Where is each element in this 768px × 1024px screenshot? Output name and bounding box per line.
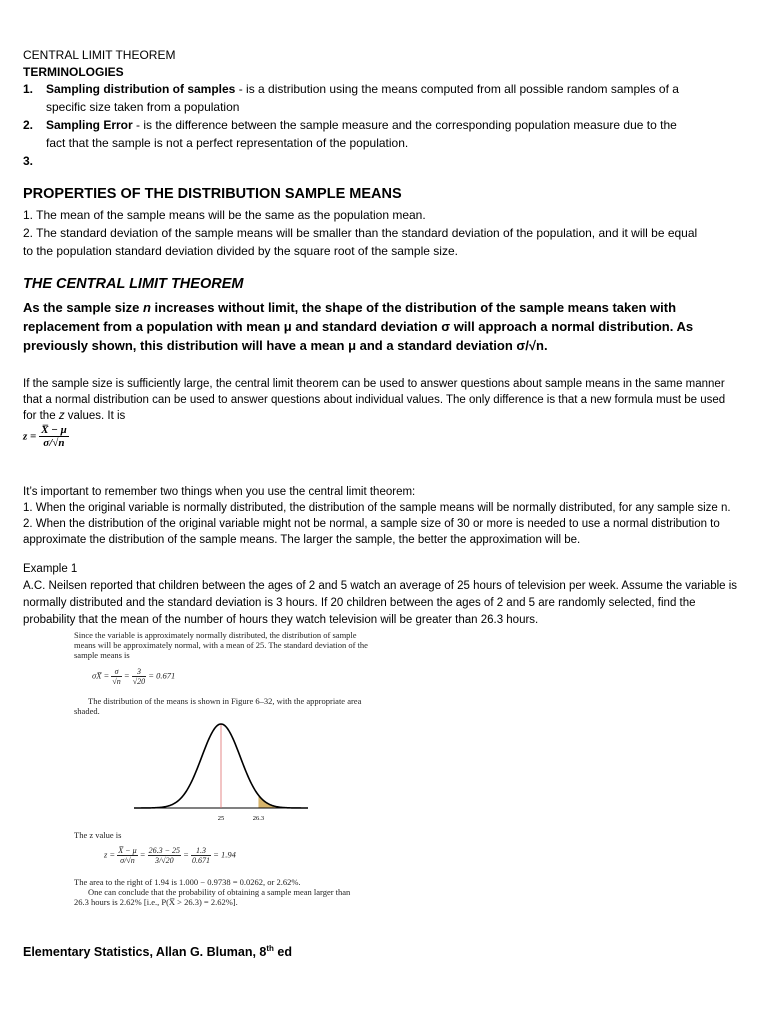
- clt-heading: THE CENTRAL LIMIT THEOREM: [23, 276, 244, 292]
- property-1: 1. The mean of the sample means will be the same as the population mean.: [23, 208, 426, 222]
- property-2-line1: 2. The standard deviation of the sample means will be smaller than the standard deviation of the population, and it will be equal: [23, 226, 698, 240]
- formula-fraction: [39, 424, 69, 449]
- properties-body: [23, 206, 763, 260]
- term-number: 2.: [23, 118, 34, 132]
- excerpt-conclusion: The area to the right of 1.94 is 1.000 − 0.9738 = 0.0262, or 2.62%. One can conclude that the probability of obtaining a sample mean larger than 26.3 hours is 2.62% [i.e., P(X̅ > 26.3) = 2.62%].: [74, 877, 351, 907]
- z-value-intro: The z value is: [74, 830, 122, 840]
- term-definition: - is a distribution using the means computed from all possible random samples of a: [235, 82, 679, 96]
- term-definition: - is the difference between the sample measure and the corresponding population measure due to the: [132, 118, 677, 132]
- formula-lhs: z =: [23, 430, 37, 443]
- sigma-formula: σX̅ = $\frac{\sigma}{√n}$ = $\frac{3}{√20}$ = 0.671: [92, 667, 176, 686]
- term-definition-cont: fact that the sample is not a perfect representation of the population.: [46, 136, 409, 150]
- example-section: [23, 561, 768, 629]
- example-line1: A.C. Neilsen reported that children between the ages of 2 and 5 watch an average of 25 hours of television per week. Assume the variable is: [23, 580, 738, 592]
- remember-item-1: 1. When the original variable is normally distributed, the distribution of the sample means will be normally distributed, for any sample size n.: [23, 502, 731, 514]
- clt-line2: replacement from a population with mean μ and standard deviation σ will approach a normal distribution. As: [23, 319, 694, 334]
- properties-heading: PROPERTIES OF THE DISTRIBUTION SAMPLE MEANS: [23, 186, 402, 202]
- term-item: [0, 80, 760, 116]
- formula-denominator: σ/√n: [43, 437, 65, 449]
- usage-line3: for the z values. It is: [23, 410, 126, 422]
- remember-item-2: 2. When the distribution of the original variable might not be normal, a sample size of 30 or more is needed to use a normal distribution to: [23, 518, 720, 530]
- axis-label-mean: 25: [217, 815, 225, 822]
- example-line2: normally distributed and the standard deviation is 3 hours. If 20 children between the ages of 2 and 5 are randomly selected, find the: [23, 597, 696, 609]
- term-number: 3.: [23, 154, 34, 168]
- example-title: Example 1: [23, 563, 78, 575]
- z-computation: z = $\frac{X̅ - \mu}{\sigma/√n}$ = $\frac{26.3 - 25}{3/√20}$ = $\frac{1.3}{0.671}$ = 1.94: [104, 846, 236, 865]
- clt-statement: [23, 298, 763, 355]
- excerpt-text-2: The distribution of the means is shown in Figure 6–32, with the appropriate area shaded.: [74, 696, 362, 716]
- excerpt-text-1: Since the variable is approximately normally distributed, the distribution of sample means will be approximately normal, with a mean of 25. The standard deviation of the sample means is: [74, 630, 368, 660]
- example-line3: probability that the mean of the number of hours they watch television will be greater than 26.3 hours.: [23, 614, 539, 626]
- term-item: [0, 152, 760, 170]
- term-number: 1.: [23, 82, 34, 96]
- normal-curve-figure: [120, 716, 320, 828]
- clt-line3: previously shown, this distribution will have a mean μ and a standard deviation σ/√n.: [23, 338, 548, 353]
- axis-label-x: 26.3: [252, 815, 265, 822]
- formula-numerator: X̅ − μ: [41, 424, 67, 436]
- clt-line1: As the sample size n increases without limit, the shape of the distribution of the sample means taken with: [23, 300, 677, 315]
- usage-line2: that a normal distribution can be used to answer questions about individual values. The only difference is that a new formula must be used: [23, 394, 726, 406]
- term-definition-cont: specific size taken from a population: [46, 100, 240, 114]
- terminologies-list: [0, 80, 760, 170]
- usage-paragraph: [23, 376, 763, 424]
- terminologies-heading: TERMINOLOGIES: [23, 65, 124, 79]
- remember-item-2-cont: approximate the distribution of the sample means. The larger the sample, the better the approximation will be.: [23, 534, 581, 546]
- remember-intro: It’s important to remember two things when you use the central limit theorem:: [23, 486, 416, 498]
- term-item: [0, 116, 760, 152]
- reference-citation: Elementary Statistics, Allan G. Bluman, 8th ed: [23, 944, 292, 960]
- z-formula: [23, 424, 69, 449]
- usage-line1: If the sample size is sufficiently large, the central limit theorem can be used to answer questions about sample means in the same manner: [23, 378, 725, 390]
- document-heading: CENTRAL LIMIT THEOREM: [23, 48, 176, 62]
- term-name: Sampling Error: [46, 118, 133, 132]
- term-name: Sampling distribution of samples: [46, 82, 236, 96]
- property-2-line2: to the population standard deviation divided by the square root of the sample size.: [23, 244, 458, 258]
- remember-section: [23, 484, 763, 548]
